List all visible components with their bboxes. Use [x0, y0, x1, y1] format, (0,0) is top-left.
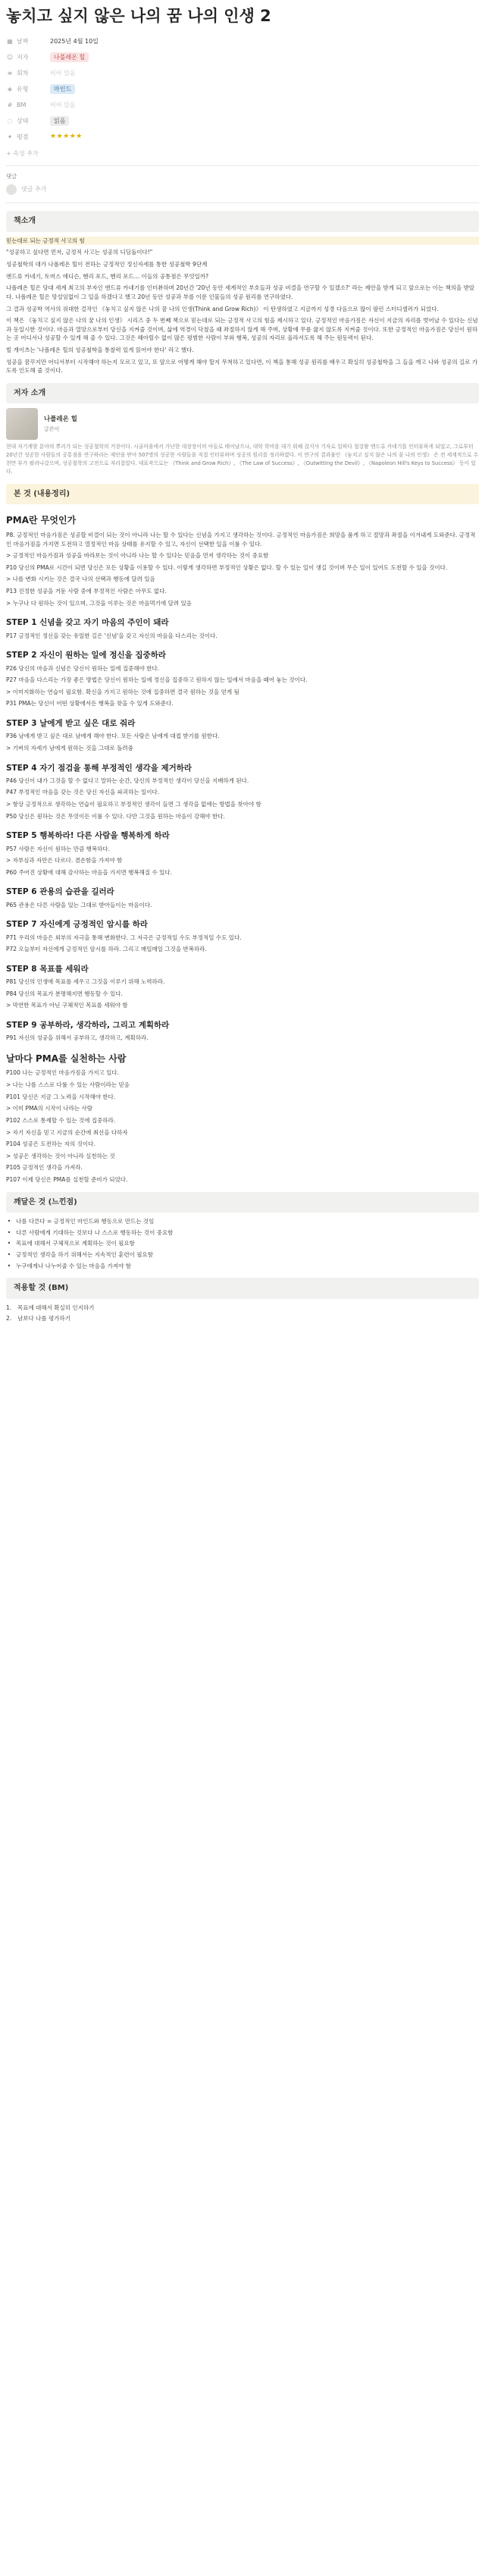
- step-heading: STEP 9 공부하라, 생각하라, 그리고 계획하라: [6, 1020, 170, 1030]
- property-table: [6, 33, 479, 145]
- list-item: [6, 1217, 479, 1226]
- step-paragraph: P27 마음을 다스리는 가장 좋은 방법은 당신이 원하는 일에 정신을 집중하고 원하지 않는 일에서 마음을 떼어 놓는 것이다.: [6, 676, 308, 684]
- step-paragraph: P31 PMA는 당신이 어떤 상황에서든 행복을 찾을 수 있게 도와준다.: [6, 700, 174, 708]
- intro-paragraph: 성공을 꿈꾸지만 어디서부터 시작해야 하는지 모르고 있고, 또 앞으로 어떻게 해야 할지 무척하고 있다면, 이 책을 통해 성공 원리를 배우고 확실히 성공철학을 그 들을 깨고 나와 성공의 길로 가도록 인도해 줄 것이다.: [6, 358, 478, 375]
- step-paragraph: P84 당신의 목표가 분명해지면 행동할 수 있다.: [6, 990, 123, 997]
- property-key-label: 날짜: [17, 37, 29, 45]
- add-property-button[interactable]: + 속성 추가: [6, 150, 39, 158]
- author-bio: 현대 자기계발 분야의 뿌리가 되는 성공철학의 거장이다. 시골마을에서 가난한 대장장이의 아들로 태어났으나, 대학 학비를 대기 위해 잡지사 기자로 일하다 철강왕 앤드류 카네기를 인터뷰하게 되었고, 그로부터 20년간 성공한 사람들의 공통점을 연구하라는 제안을 받아 507명의 성공한 사람들을 직접 인터뷰하며 성공의 원리를 정리하였다. 이 연구의 결과물인 《놓치고 싶지 않은 나의 꿈 나의 인생》 은 전 세계적으로 수천만 부가 팔려나갔으며, 성공철학의 고전으로 자리잡았다. 대표작으로는 《Think and Grow Rich》, 《The Law of Success》, 《Outwitting the Devil》, 《Napoleon Hill's Keys to Success》 등이 있다.: [6, 444, 479, 475]
- list-item-text: 누구에게나 나누어줄 수 있는 마음을 가져야 함: [16, 1262, 131, 1269]
- step-paragraph: > 자부심과 자만은 다르다. 겸손함을 가져야 함: [6, 857, 123, 864]
- step-paragraph: P81 당신의 인생에 목표를 세우고 그것을 이루기 위해 노력하라.: [6, 978, 165, 986]
- property-key: [6, 101, 50, 110]
- step-paragraph: P57 사람은 자신이 원하는 만큼 행복하다.: [6, 845, 111, 852]
- apply-paragraph: P100 나는 긍정적인 마음가짐을 가지고 있다.: [6, 1069, 120, 1077]
- step-paragraph: P36 남에게 받고 싶은 대로 남에게 해야 한다. 모든 사람은 남에게 대접 받기를 원한다.: [6, 733, 220, 740]
- step-paragraph: P72 오늘부터 자신에게 긍정적인 암시를 하라. 그리고 매일매일 그것을 반복하라.: [6, 946, 207, 953]
- apply-paragraph: > 성공은 생각하는 것이 아니라 실천하는 것: [6, 1152, 115, 1159]
- author-name: 나폴레온 힐: [44, 416, 78, 424]
- step-heading: STEP 7 자신에게 긍정적인 암시를 하라: [6, 920, 149, 930]
- intro-paragraph: 나폴레온 힐은 당대 세계 최고의 부자인 앤드류 카네기를 인터뷰하며 20년간 '20년 동안 세계적인 부호들과 성공 비결을 연구할 수 있겠소?' 라는 제안을 받게 되고 앞으로는 이는 책의을 받았다. 나폴레온 힐은 망설임없이 그 일을 하겠다고 했고 20년 동안 성공과 부를 이룬 인물들의 성공 원리를 연구하였다.: [6, 284, 475, 300]
- intro-paragraph: 성공철학의 대가 나폴레온 힐이 전하는 긍정적인 정신자세를 통한 성공철학 9단계: [6, 261, 208, 268]
- list-item-text: 목표에 대해서 확실히 인지하기: [17, 1304, 95, 1311]
- apply-paragraph: P107 이제 당신은 PMA를 실천할 준비가 되었다.: [6, 1176, 128, 1184]
- step-paragraph: P46 당신이 내가 그것을 할 수 없다고 말하는 순간, 당신의 부정적인 생각이 당신을 지배하게 된다.: [6, 777, 249, 784]
- bullet-icon: •: [7, 1251, 11, 1259]
- property-key-label: 상태: [17, 117, 29, 124]
- step-paragraph: P50 당신은 원하는 것은 무엇이든 이룰 수 있다. 다만 그것을 원하는 마음이 강해야 한다.: [6, 812, 225, 820]
- pma-paragraph: > 긍정적인 마음가짐과 성공을 바라보는 것이 아니라 나는 할 수 있다는 믿음을 먼저 생각하는 것이 중요함: [6, 552, 269, 560]
- apply-paragraph: > 이미 PMA의 시작이 나라는 사람: [6, 1105, 93, 1112]
- step-heading: STEP 6 관용의 습관을 길러라: [6, 887, 114, 897]
- property-key-label: 평점: [17, 133, 29, 140]
- pma-heading: PMA란 무엇인가: [6, 515, 77, 526]
- list-item: [6, 1304, 479, 1313]
- intro-paragraph: 이 책은 《놓치고 싶지 않은 나의 꿈 나의 인생》 시리즈 중 두 번째 책으로 믿는대로 되는 긍정적 사고의 힘을 제시하고 있다. 긍정적인 마음가짐은 자신이 지금의 자리를 벗어날 수 있다는 신념과 동일시한 것이다. 마음과 열망으로부터 당신을 지켜줄 것이며, 삶에 역경이 닥쳤을 때 좌절하지 않게 해 주며, 상황에 무릎 꿇지 않도록 지켜줄 것이다. 또한 긍정적인 마음가짐은 당신이 원하는 곳 어디서나 성공할 수 있게 해 줄 수 있다. 그것은 헤아릴수 없이 많은 평범한 사람이 부와 행복, 성공의 자리로 올라서도록 해 주는 원동력이 된다.: [6, 317, 478, 342]
- property-empty-value[interactable]: 비어 있음: [50, 69, 76, 77]
- list-item-text: 남보다 나를 평가하기: [17, 1315, 70, 1323]
- person-icon: ☺: [6, 53, 14, 61]
- property-key: [6, 85, 50, 94]
- step-paragraph: P60 주어진 상황에 대해 감사하는 마음을 가지면 행복해질 수 있다.: [6, 868, 173, 876]
- property-value[interactable]: [50, 52, 89, 62]
- property-value[interactable]: [50, 132, 83, 143]
- property-key: [6, 53, 50, 62]
- property-key-label: 저자: [17, 53, 29, 61]
- bullet-icon: •: [7, 1218, 11, 1225]
- step-heading: STEP 1 신념을 갖고 자기 마음의 주인이 돼라: [6, 618, 169, 628]
- apply-paragraph: P101 당신은 지금 그 노력을 시작해야 한다.: [6, 1093, 116, 1100]
- property-key-label: 유형: [17, 85, 29, 93]
- comment-input-row[interactable]: [6, 184, 479, 195]
- property-row[interactable]: [6, 81, 479, 97]
- pma-paragraph: > 나를 변화 시키는 것은 결국 나의 선택과 행동에 달려 있음: [6, 576, 155, 583]
- step-paragraph: > 기버의 자세가 남에게 원하는 것을 그대로 돌려줌: [6, 744, 133, 751]
- list-item-text: 나를 다른다 = 긍정적인 마인드와 행동으로 만드는 것임: [16, 1218, 155, 1225]
- property-key: [6, 117, 50, 126]
- section-callout-author: 저자 소개: [6, 383, 479, 404]
- apply-paragraph: P102 스스로 통제할 수 있는 것에 집중하라.: [6, 1116, 116, 1124]
- property-value[interactable]: [50, 101, 75, 110]
- comments-header: 댓글: [6, 172, 17, 180]
- property-empty-value[interactable]: 비어 있음: [50, 101, 76, 108]
- section-callout-summary: 본 것 (내용정리): [6, 484, 479, 505]
- property-row[interactable]: [6, 65, 479, 81]
- property-row[interactable]: [6, 33, 479, 49]
- step-paragraph: P47 부정적인 마음을 갖는 것은 당신 자신을 파괴하는 일이다.: [6, 789, 160, 796]
- apply-list: [6, 1304, 479, 1323]
- calendar-icon: ▦: [7, 37, 13, 45]
- property-row[interactable]: [6, 97, 479, 113]
- type-tag[interactable]: 마인드: [50, 84, 75, 94]
- rating-stars[interactable]: ★★★★★: [50, 132, 83, 140]
- property-row[interactable]: [6, 49, 479, 65]
- author-card: [6, 408, 479, 440]
- author-role: 글쓴이: [44, 425, 60, 432]
- step-paragraph: P91 자신의 성공을 위해서 공부하고, 생각하고, 계획하라.: [6, 1034, 149, 1042]
- list-item-text: 다른 사람에게 기대하는 것보다 나 스스로 행동하는 것이 중요함: [16, 1228, 174, 1236]
- property-key: [6, 133, 50, 142]
- step-paragraph: > 항상 긍정적으로 생각하는 연습이 필요하고 부정적인 생각이 들면 그 생각을 없애는 방법을 찾아야 함: [6, 801, 261, 808]
- star-icon: ✦: [7, 133, 13, 140]
- intro-paragraph: "성공하고 싶다면 먼저, 긍정적 사고는 성공의 디딤돌이다!": [6, 249, 153, 256]
- tag-icon: ◈: [7, 85, 13, 93]
- intro-body: [6, 237, 479, 375]
- step-heading: STEP 8 목표를 세워라: [6, 964, 89, 974]
- apply-paragraph: P104 성공은 도전하는 자의 것이다.: [6, 1141, 95, 1148]
- pma-paragraph: P10 당신의 PMA로 시간이 되면 당신은 모든 상황을 이용할 수 있다. 이렇게 생각하면 부정적인 상황은 없다. 할 수 있는 일이 생길 것이며 무슨 일이 있어도 도전할 수 있을 것이다.: [6, 563, 448, 571]
- step-heading: STEP 2 자신이 원하는 일에 정신을 집중하라: [6, 651, 166, 660]
- property-key-label: BM: [17, 101, 27, 108]
- list-item: [6, 1228, 479, 1238]
- property-key: [6, 37, 50, 46]
- hash-icon: #: [7, 101, 13, 108]
- list-item: [6, 1239, 479, 1248]
- property-value[interactable]: [50, 69, 75, 78]
- page-title: 놓치고 싶지 않은 나의 꿈 나의 인생 2: [6, 7, 271, 25]
- apply-body: [6, 1068, 479, 1184]
- property-value[interactable]: [50, 84, 75, 94]
- apply-heading: 날마다 PMA를 실천하는 사람: [6, 1053, 127, 1064]
- apply-paragraph: P105 긍정적인 생각을 가져라.: [6, 1164, 83, 1172]
- intro-paragraph: 빌 게이츠는 '나폴레온 힐의 성공철학을 통찰력 있게 읽어야 한다' 라고 했다.: [6, 347, 194, 354]
- pma-paragraph: P13 진정한 성공을 거둔 사람 중에 부정적인 사람은 아무도 없다.: [6, 588, 167, 595]
- step-paragraph: P65 관용은 다른 사람을 있는 그대로 받아들이는 마음이다.: [6, 901, 152, 908]
- list-item: [6, 1262, 479, 1271]
- step-paragraph: > 막연한 목표가 아닌 구체적인 목표를 세워야 함: [6, 1002, 128, 1009]
- property-value[interactable]: [50, 37, 99, 46]
- step-heading: STEP 4 자기 점검을 통해 부정적인 생각을 제거하라: [6, 763, 192, 773]
- property-value-text[interactable]: 2025년 4월 10일: [50, 37, 99, 45]
- steps-container: [6, 617, 479, 1043]
- list-item-text: 긍정적인 생각을 하기 위해서는 지속적인 훈련이 필요함: [16, 1251, 153, 1259]
- step-paragraph: P26 당신의 마음과 신념은 당신이 원하는 일에 집중해야 한다.: [6, 664, 160, 672]
- apply-paragraph: > 나는 나를 스스로 다룰 수 있는 사람이라는 믿음: [6, 1081, 130, 1089]
- section-callout-learned: 깨달은 것 (느낀점): [6, 1192, 479, 1213]
- bullet-icon: •: [7, 1228, 11, 1236]
- step-heading: STEP 5 행복하라! 다른 사람을 행복하게 하라: [6, 831, 170, 841]
- property-value[interactable]: [50, 116, 69, 126]
- property-key-label: 회차: [17, 69, 29, 77]
- author-tag[interactable]: 나폴레온 힐: [50, 52, 89, 62]
- pma-paragraph: > 누구나 다 원하는 것이 있으며, 그것을 이루는 것은 마음먹기에 달려 있음: [6, 599, 192, 607]
- bullet-icon: •: [7, 1262, 11, 1269]
- pma-body: [6, 531, 479, 607]
- learned-list: [6, 1217, 479, 1270]
- list-number: 1.: [6, 1304, 12, 1311]
- intro-paragraph: 앤드류 카네기, 토머스 에디슨, 헨리 포드, 헨리 포드… 이들의 공통점은 무엇일까?: [6, 272, 209, 280]
- avatar: [6, 184, 17, 195]
- apply-paragraph: > 자기 자신을 믿고 지금의 순간에 최선을 다하자: [6, 1128, 128, 1136]
- step-paragraph: P71 우리의 마음은 외부의 자극을 통해 변화한다. 그 자극은 긍정적일 수도 부정적일 수도 있다.: [6, 933, 242, 941]
- pma-paragraph: P8. 긍정적인 마음가짐은 성공할 비결이 되는 것이 아니라 나는 할 수 있다는 신념을 가지고 생각하는 것이다. 긍정적인 마음가짐은 희망을 품게 하고 절망과 좌절을 이겨내게 도와준다. 긍정적인 마음가짐을 가지면 도전하고 열정적인 마음 상태를 유지할 수 있고, 자신이 선택한 일을 이룰 수 있다.: [6, 531, 476, 548]
- property-key: [6, 69, 50, 78]
- intro-paragraph: 믿는대로 되는 긍정적 사고의 힘: [6, 237, 479, 246]
- author-photo: [6, 408, 38, 440]
- divider: [6, 202, 479, 203]
- step-paragraph: > 이미지화하는 연습이 필요함. 확신을 가지고 원하는 것에 집중하면 결국 원하는 것을 얻게 됨: [6, 688, 239, 695]
- section-callout-intro: 책소개: [6, 211, 479, 232]
- comment-input[interactable]: 댓글 추가: [21, 186, 47, 193]
- status-icon: ◌: [7, 117, 13, 124]
- list-item: [6, 1314, 479, 1323]
- property-row[interactable]: [6, 129, 479, 145]
- property-row[interactable]: [6, 113, 479, 129]
- section-callout-apply: 적용할 것 (BM): [6, 1278, 479, 1299]
- intro-paragraph: 그 결과 성공학 역사의 위대한 걸작인 《놓치고 싶지 않은 나의 꿈 나의 인생(Think and Grow Rich)》 이 탄생하였고 지금까지 성경 다음으로 많이 팔린 스터디셀러가 되었다.: [6, 305, 439, 312]
- list-item-text: 목표에 대해서 구체적으로 계획하는 것이 필요함: [16, 1240, 135, 1247]
- step-paragraph: P17 긍정적인 정신을 갖는 유일한 길은 '신념'을 갖고 자신의 마음을 다스리는 것이다.: [6, 632, 217, 639]
- list-number: 2.: [6, 1315, 12, 1323]
- list-icon: ≡: [7, 69, 13, 77]
- list-item: [6, 1250, 479, 1260]
- status-tag[interactable]: 읽음: [50, 116, 69, 126]
- step-heading: STEP 3 날에게 받고 싶은 대로 줘라: [6, 719, 136, 729]
- bullet-icon: •: [7, 1240, 11, 1247]
- divider: [6, 165, 479, 166]
